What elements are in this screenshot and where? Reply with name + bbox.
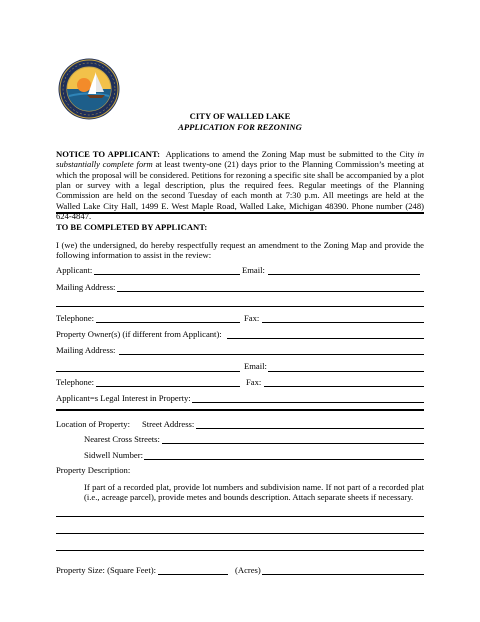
notice-text-a: Applications to amend the Zoning Map must be submitted to the City [165,149,418,159]
property-owner-label: Property Owner(s) (if different from Applicant): [56,329,222,339]
city-title: CITY OF WALLED LAKE [189,111,291,121]
legal-interest-label: Applicant=s Legal Interest in Property: [56,393,191,403]
street-address-field[interactable] [196,428,424,429]
location-label: Location of Property: [56,419,130,429]
form-title: APPLICATION FOR REZONING [178,122,302,132]
size-sqft-label: Property Size: (Square Feet): [56,565,156,575]
legal-interest-field-2[interactable] [56,409,424,411]
section-heading: TO BE COMPLETED BY APPLICANT: [56,222,208,232]
notice-text-italic: in substantially complete form [56,149,424,170]
description-note: If part of a recorded plat, provide lot numbers and subdivision name. If not part of a recorded plat (i.e., acreage parcel), provide metes and bounds description. Attach separate sheets if necessary. [84,482,424,503]
sidwell-field[interactable] [144,459,424,460]
property-owner-field[interactable] [227,338,424,339]
property-description-label: Property Description: [56,465,131,475]
telephone-field[interactable] [96,322,240,323]
section-intro: I (we) the undersigned, do hereby respectfully request an amendment to the Zoning Map and provide the following information to assist in the review: [56,240,424,261]
cross-streets-field[interactable] [162,443,424,444]
mailing-address-field[interactable] [117,291,424,292]
section-divider [56,212,424,214]
mailing-address-field-2[interactable] [56,306,424,307]
fax-2-field[interactable] [264,386,424,387]
description-field-2[interactable] [56,533,424,534]
size-acres-field[interactable] [262,574,424,575]
telephone-2-field[interactable] [96,386,240,387]
sidwell-label: Sidwell Number: [84,450,143,460]
fax-field[interactable] [262,322,424,323]
applicant-field[interactable] [94,274,240,275]
description-field-1[interactable] [56,516,424,517]
email-label: Email: [242,265,265,275]
mailing-address-2-field-b[interactable] [56,371,240,372]
email-field[interactable] [268,274,420,275]
mailing-address-label: Mailing Address: [56,282,116,292]
size-acres-label: (Acres) [235,565,261,575]
email-2-field[interactable] [268,371,424,372]
applicant-label: Applicant: [56,265,93,275]
size-sqft-field[interactable] [158,574,228,575]
street-address-label: Street Address: [142,419,195,429]
telephone-2-label: Telephone: [56,377,95,387]
mailing-address-2-label: Mailing Address: [56,345,116,355]
fax-2-label: Fax: [246,377,262,387]
telephone-label: Telephone: [56,313,95,323]
notice-paragraph [56,149,424,221]
fax-label: Fax: [244,313,260,323]
notice-text-b: at least twenty-one (21) days prior to the Planning Commission’s meeting at which the proposal will be considered. Petitions for rezoning a specific site shall be accompanied by a plot plan or survey with a legal description, plus the required fees. Regular meetings of the Planning Commission are held on the second Tuesday of each month at 7:30 p.m. All meetings are held at the Walled Lake City Hall, 1499 E. West Maple Road, Walled Lake, Michigan 48390. Phone number (248) 624-4847. [56,159,424,221]
mailing-address-2-field[interactable] [119,354,424,355]
legal-interest-field[interactable] [192,402,424,403]
notice-label: NOTICE TO APPLICANT: [56,149,160,159]
description-field-3[interactable] [56,550,424,551]
cross-streets-label: Nearest Cross Streets: [84,434,160,444]
email-2-label: Email: [244,361,267,371]
